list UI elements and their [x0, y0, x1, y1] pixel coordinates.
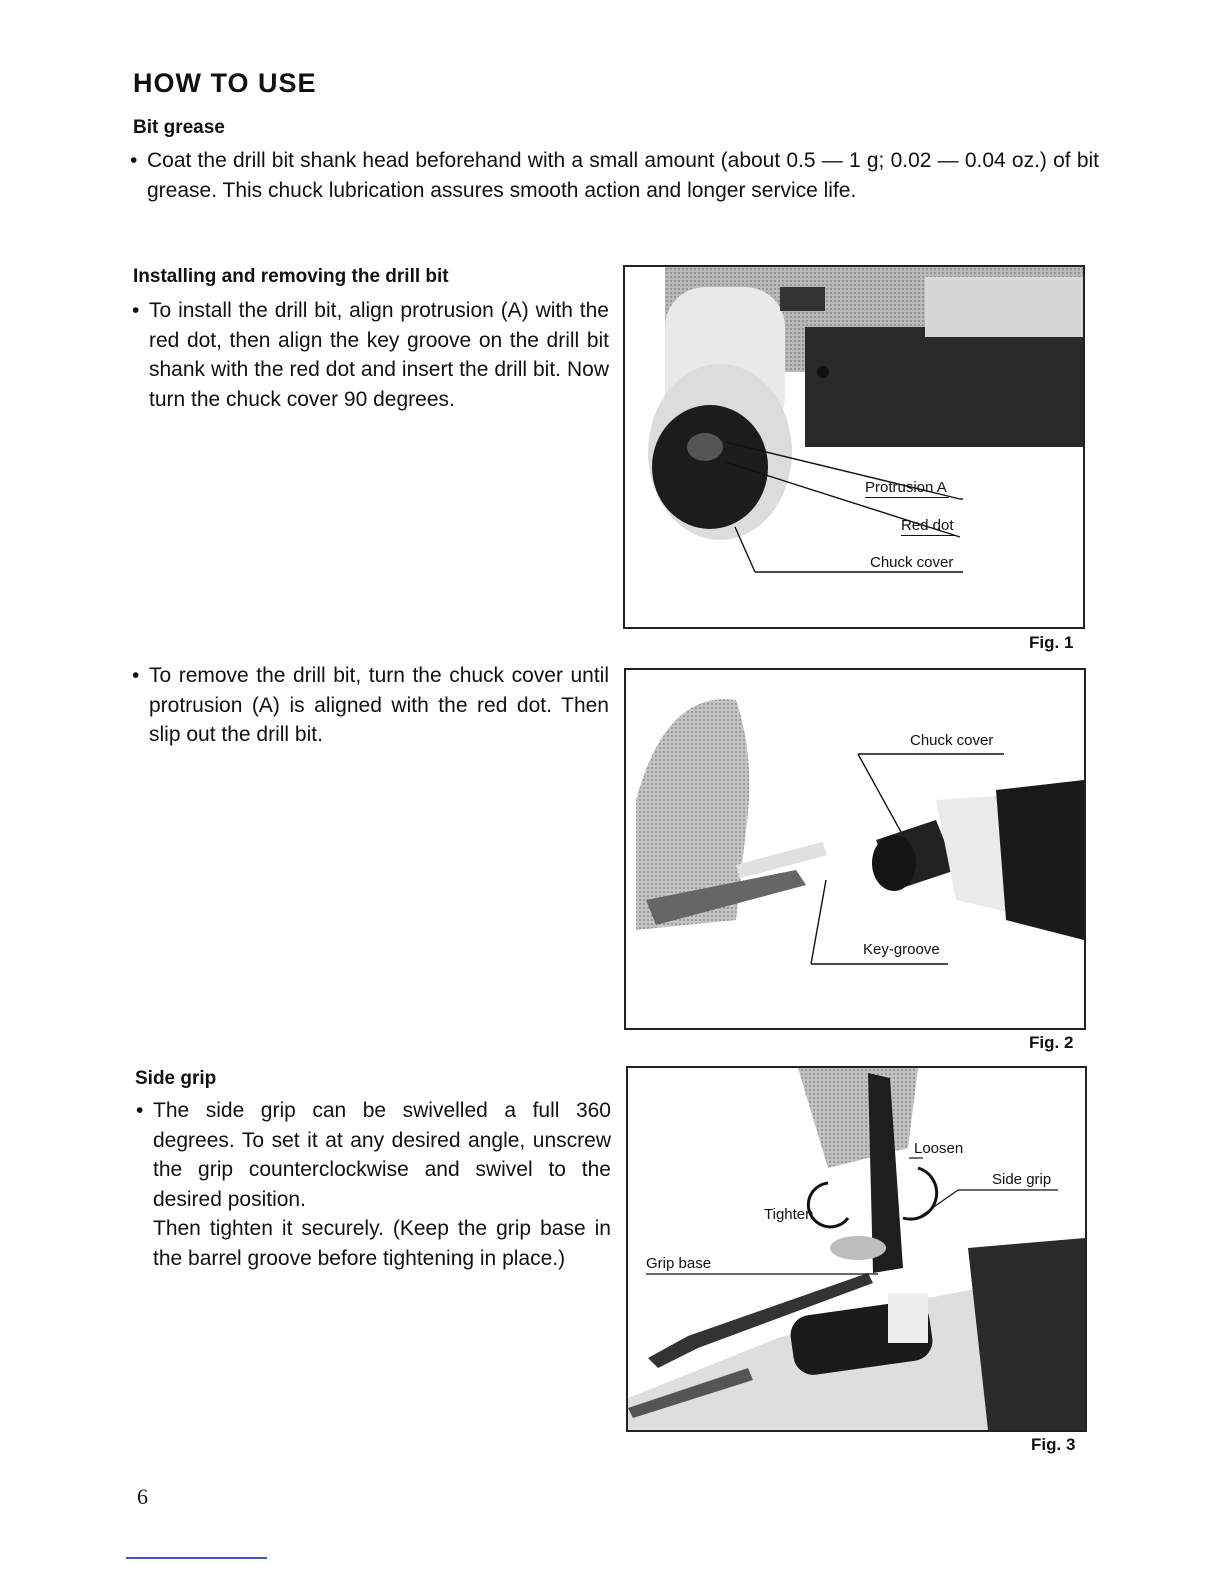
- callout-side-grip: Side grip: [992, 1171, 1052, 1188]
- callout-loosen: Loosen: [914, 1140, 964, 1157]
- callout-key-groove: Key-groove: [863, 941, 940, 958]
- callout-grip-base: Grip base: [646, 1255, 712, 1272]
- figure-1-label: Fig. 1: [1029, 633, 1074, 652]
- callout-chuck-cover: Chuck cover: [910, 732, 994, 749]
- bit-grease-text: Coat the drill bit shank head beforehand with a small amount (about 0.5 — 1 g; 0.02 — 0.04 oz.) of bit grease. This chuck lubrication assures smooth action and longer service life.: [147, 149, 1099, 202]
- bit-grease-paragraph: [130, 146, 1099, 205]
- figure-3: [626, 1066, 1087, 1432]
- page-number: 6: [137, 1484, 148, 1509]
- figure-1: [623, 265, 1085, 629]
- bullet-dot: •: [136, 1099, 144, 1122]
- remove-paragraph: [132, 661, 609, 750]
- footer-rule: [126, 1557, 267, 1559]
- callout-tighten: Tighten: [764, 1206, 814, 1223]
- side-grip-paragraph: [136, 1096, 611, 1273]
- callout-red-dot: Red dot: [901, 517, 954, 534]
- install-text: To install the drill bit, align protrusion (A) with the red dot, then align the key groove on the drill bit shank with the red dot and insert the drill bit. Now turn the chuck cover 90 degrees.: [149, 299, 609, 411]
- figure-3-label: Fig. 3: [1031, 1435, 1076, 1454]
- figure-2-illustration: [626, 670, 1084, 1028]
- section-title-side-grip: Side grip: [135, 1068, 217, 1089]
- callout-chuck-cover: Chuck cover: [870, 554, 954, 571]
- section-title-bit-grease: Bit grease: [133, 117, 225, 138]
- bullet-dot: •: [132, 299, 140, 322]
- figure-3-illustration: [628, 1068, 1085, 1430]
- figure-2-label: Fig. 2: [1029, 1033, 1074, 1052]
- figure-1-illustration: [625, 267, 1083, 627]
- bullet-dot: •: [132, 664, 140, 687]
- bullet-dot: •: [130, 149, 138, 172]
- side-grip-text-1: The side grip can be swivelled a full 360 degrees. To set it at any desired angle, unscrew the grip counterclockwise and swivel to the desired position.: [153, 1099, 611, 1211]
- figure-2: [624, 668, 1086, 1030]
- side-grip-text-2: Then tighten it securely. (Keep the grip base in the barrel groove before tightening in place.): [153, 1217, 611, 1270]
- page-heading: HOW TO USE: [133, 68, 317, 98]
- callout-protrusion-a: Protrusion A: [865, 479, 947, 496]
- remove-text: To remove the drill bit, turn the chuck cover until protrusion (A) is aligned with the red dot. Then slip out the drill bit.: [149, 664, 609, 746]
- section-title-installing: Installing and removing the drill bit: [133, 266, 449, 287]
- install-paragraph: [132, 296, 609, 414]
